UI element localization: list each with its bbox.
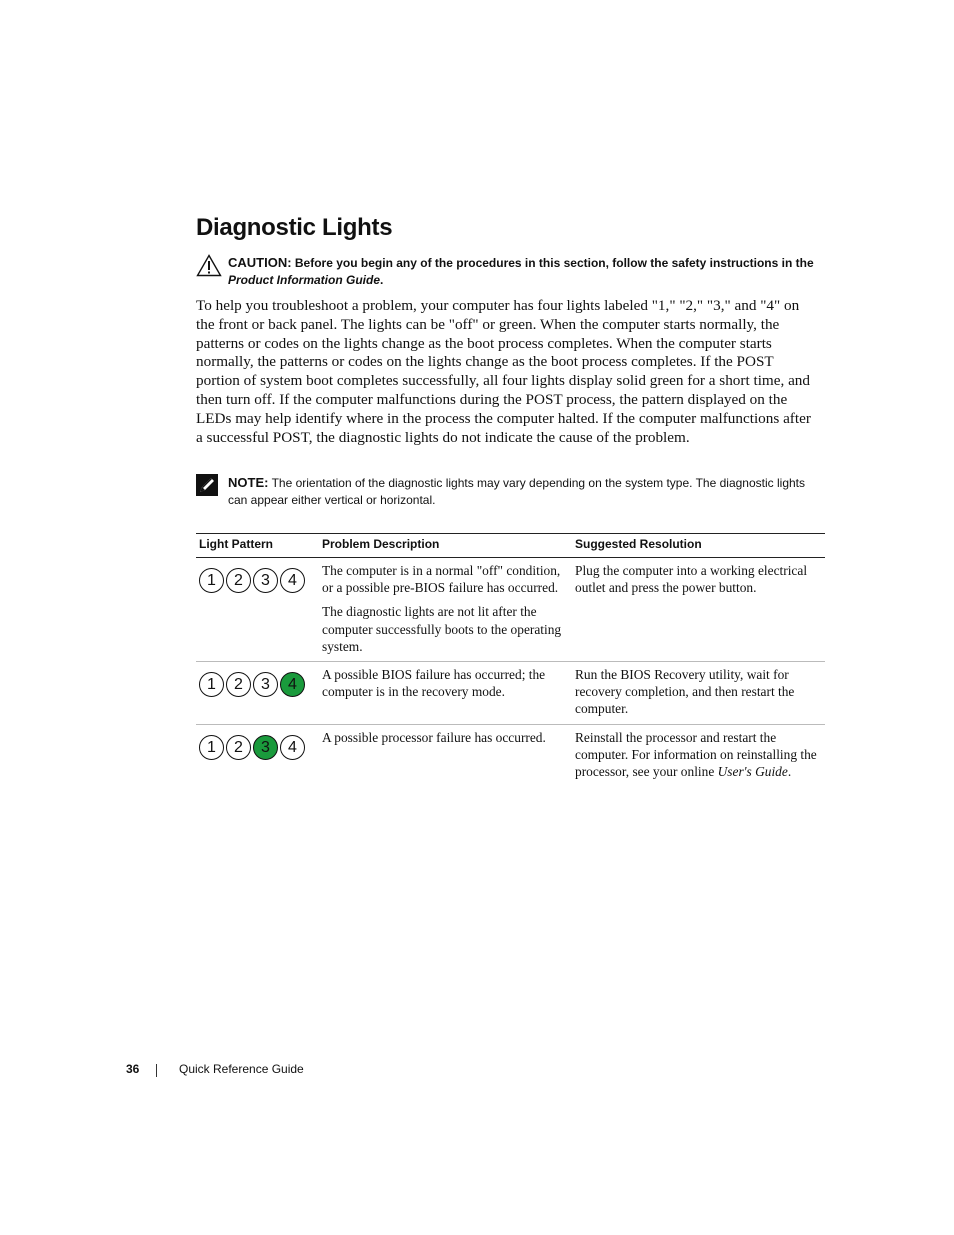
light-4-icon: 4	[280, 735, 305, 760]
light-pattern-cell	[196, 558, 319, 662]
problem-text: The computer is in a normal "off" condition, or a possible pre-BIOS failure has occurred.	[322, 563, 561, 596]
problem-text: A possible BIOS failure has occurred; the computer is in the recovery mode.	[322, 667, 546, 700]
header-problem-description: Problem Description	[319, 534, 572, 558]
light-pattern	[199, 562, 316, 593]
table-row	[196, 558, 825, 662]
light-2-icon: 2	[226, 672, 251, 697]
light-pattern-cell	[196, 724, 319, 786]
footer-title: Quick Reference Guide	[179, 1062, 304, 1076]
table-row	[196, 724, 825, 786]
resolution-text: Plug the computer into a working electrical outlet and press the power button.	[575, 563, 808, 596]
suggested-resolution-cell	[572, 662, 825, 725]
header-light-pattern: Light Pattern	[196, 534, 319, 558]
caution-text: Before you begin any of the procedures in this section, follow the safety instructions in the	[294, 256, 814, 270]
resolution-text: Run the BIOS Recovery utility, wait for recovery completion, and then restart the computer.	[575, 667, 795, 717]
note-text: The orientation of the diagnostic lights may vary depending on the system type. The diagnostic lights can appear either vertical or horizontal.	[228, 476, 805, 507]
intro-paragraph: To help you troubleshoot a problem, your computer has four lights labeled "1," "2," "3," and "4" on the front or back panel. The lights can be "off" or green. When the computer starts normally, the patterns or codes on the lights change as the boot process completes. When the computer starts normally, the patterns or codes on the lights change as the boot process completes. If the POST portion of system boot completes successfully, all four lights display solid green for a short time, and then turn off. If the computer malfunctions during the POST process, the pattern displayed on the LEDs may help identify where in the process the computer halted. If the computer malfunctions after a successful POST, the diagnostic lights do not indicate the cause of the problem.	[196, 297, 811, 446]
header-suggested-resolution: Suggested Resolution	[572, 534, 825, 558]
resolution-text: Reinstall the processor and restart the computer. For information on reinstalling the processor, see your online	[575, 729, 817, 780]
resolution-end: .	[787, 764, 792, 780]
problem-description-cell	[319, 724, 572, 786]
problem-text: A possible processor failure has occurred.	[322, 729, 546, 745]
caution-notice	[196, 254, 816, 289]
warning-triangle-icon	[196, 254, 222, 282]
suggested-resolution-cell	[572, 724, 825, 786]
light-4-icon: 4	[280, 568, 305, 593]
caution-end: .	[380, 273, 384, 287]
note-notice	[196, 474, 816, 509]
caution-label: CAUTION:	[228, 255, 292, 270]
light-3-icon: 3	[253, 735, 278, 760]
page-number: 36	[126, 1062, 140, 1076]
pencil-note-icon	[196, 474, 218, 501]
page-title: Diagnostic Lights	[196, 214, 393, 241]
light-4-icon: 4	[280, 672, 305, 697]
light-1-icon: 1	[199, 735, 224, 760]
light-pattern	[199, 729, 316, 760]
table-row	[196, 662, 825, 725]
problem-description-cell	[319, 662, 572, 725]
users-guide-reference: User's Guide	[717, 764, 788, 780]
problem-text: The diagnostic lights are not lit after the computer successfully boots to the operating system.	[322, 604, 562, 654]
light-3-icon: 3	[253, 672, 278, 697]
light-2-icon: 2	[226, 735, 251, 760]
light-pattern-cell	[196, 662, 319, 725]
light-3-icon: 3	[253, 568, 278, 593]
problem-description-cell	[319, 558, 572, 662]
light-1-icon: 1	[199, 568, 224, 593]
table-header-row	[196, 534, 825, 558]
light-2-icon: 2	[226, 568, 251, 593]
diagnostic-lights-table	[196, 533, 825, 786]
note-label: NOTE:	[228, 475, 269, 490]
caution-reference: Product Information Guide	[228, 273, 380, 287]
light-1-icon: 1	[199, 672, 224, 697]
light-pattern	[199, 666, 316, 697]
footer-divider	[156, 1064, 157, 1077]
suggested-resolution-cell	[572, 558, 825, 662]
